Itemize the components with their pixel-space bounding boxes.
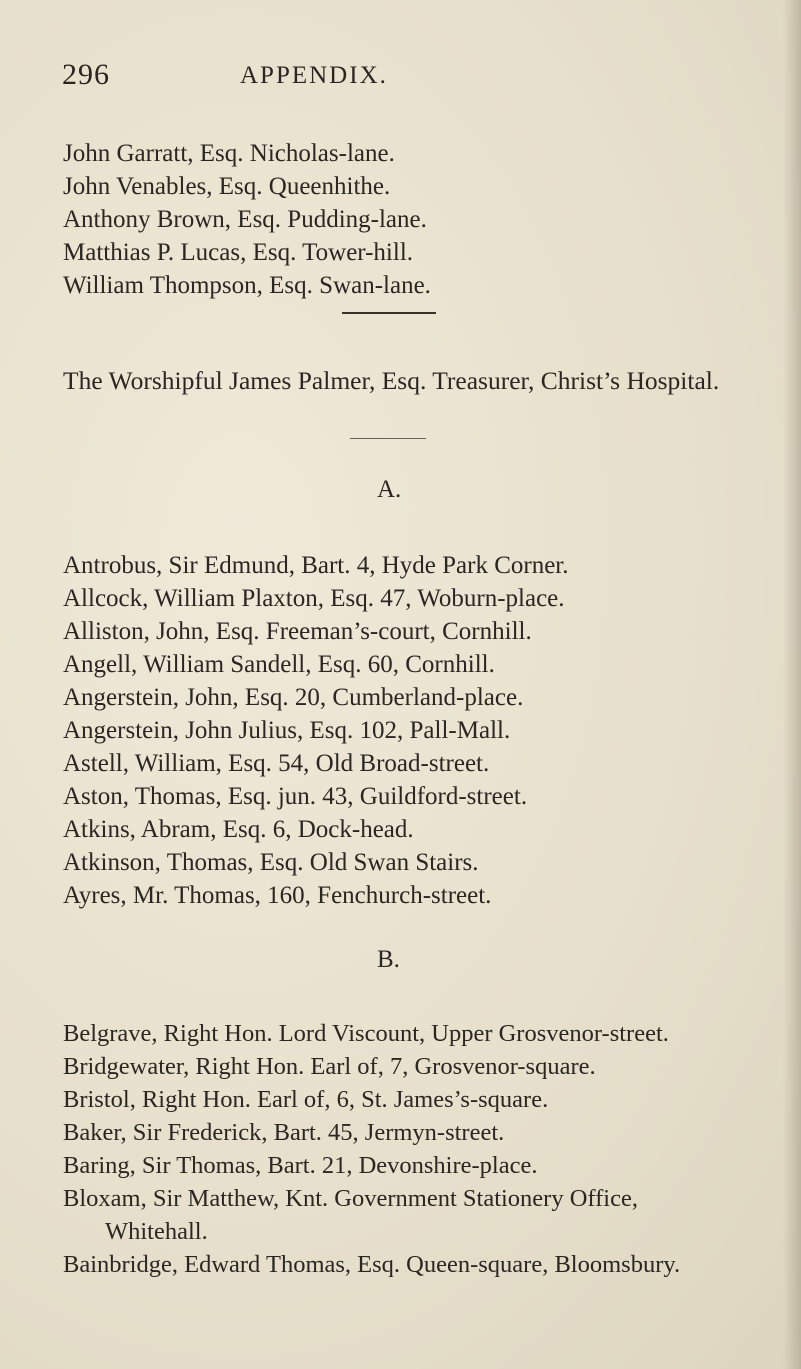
section-heading-a: A. bbox=[377, 476, 402, 503]
list-item: Antrobus, Sir Edmund, Bart. 4, Hyde Park Corner. bbox=[63, 552, 569, 579]
section-divider bbox=[342, 312, 436, 314]
list-item: Angerstein, John Julius, Esq. 102, Pall-Mall. bbox=[63, 717, 511, 744]
page-edge-shadow bbox=[783, 0, 801, 1369]
list-item: Allcock, William Plaxton, Esq. 47, Woburn-place. bbox=[63, 585, 565, 612]
list-item: Aston, Thomas, Esq. jun. 43, Guildford-street. bbox=[63, 783, 528, 810]
list-item: Bainbridge, Edward Thomas, Esq. Queen-square, Bloomsbury. bbox=[63, 1251, 681, 1278]
section-a-list bbox=[63, 549, 569, 912]
list-item: Angell, William Sandell, Esq. 60, Cornhill. bbox=[63, 651, 495, 678]
page-number: 296 bbox=[62, 58, 110, 91]
section-b-list bbox=[63, 1017, 680, 1281]
list-item: John Venables, Esq. Queenhithe. bbox=[63, 173, 391, 200]
list-item: Bloxam, Sir Matthew, Knt. Government Stationery Office, bbox=[63, 1185, 638, 1212]
list-item: Alliston, John, Esq. Freeman’s-court, Cornhill. bbox=[63, 618, 532, 645]
list-item: Atkins, Abram, Esq. 6, Dock-head. bbox=[63, 816, 414, 843]
section-heading-b: B. bbox=[377, 946, 400, 973]
running-head: APPENDIX. bbox=[240, 62, 388, 89]
list-item: Bridgewater, Right Hon. Earl of, 7, Grosvenor-square. bbox=[63, 1053, 596, 1080]
subscriber-group-one bbox=[63, 137, 431, 302]
list-item: Astell, William, Esq. 54, Old Broad-street. bbox=[63, 750, 490, 777]
list-item: Bristol, Right Hon. Earl of, 6, St. James’s-square. bbox=[63, 1086, 549, 1113]
list-item: Matthias P. Lucas, Esq. Tower-hill. bbox=[63, 239, 414, 266]
list-item: William Thompson, Esq. Swan-lane. bbox=[63, 272, 431, 299]
section-divider-small bbox=[350, 438, 426, 439]
treasurer-line bbox=[63, 364, 719, 397]
list-item: Atkinson, Thomas, Esq. Old Swan Stairs. bbox=[63, 849, 479, 876]
list-item: Baker, Sir Frederick, Bart. 45, Jermyn-street. bbox=[63, 1119, 505, 1146]
list-item: Anthony Brown, Esq. Pudding-lane. bbox=[63, 206, 427, 233]
list-item: Angerstein, John, Esq. 20, Cumberland-place. bbox=[63, 684, 524, 711]
list-item-continuation: Whitehall. bbox=[105, 1218, 208, 1245]
list-item: Baring, Sir Thomas, Bart. 21, Devonshire-place. bbox=[63, 1152, 538, 1179]
list-item: Ayres, Mr. Thomas, 160, Fenchurch-street. bbox=[63, 882, 492, 909]
list-item: John Garratt, Esq. Nicholas-lane. bbox=[63, 140, 395, 167]
page-header bbox=[62, 58, 582, 98]
treasurer-entry: The Worshipful James Palmer, Esq. Treasurer, Christ’s Hospital. bbox=[63, 366, 720, 395]
list-item: Belgrave, Right Hon. Lord Viscount, Upper Grosvenor-street. bbox=[63, 1020, 669, 1047]
